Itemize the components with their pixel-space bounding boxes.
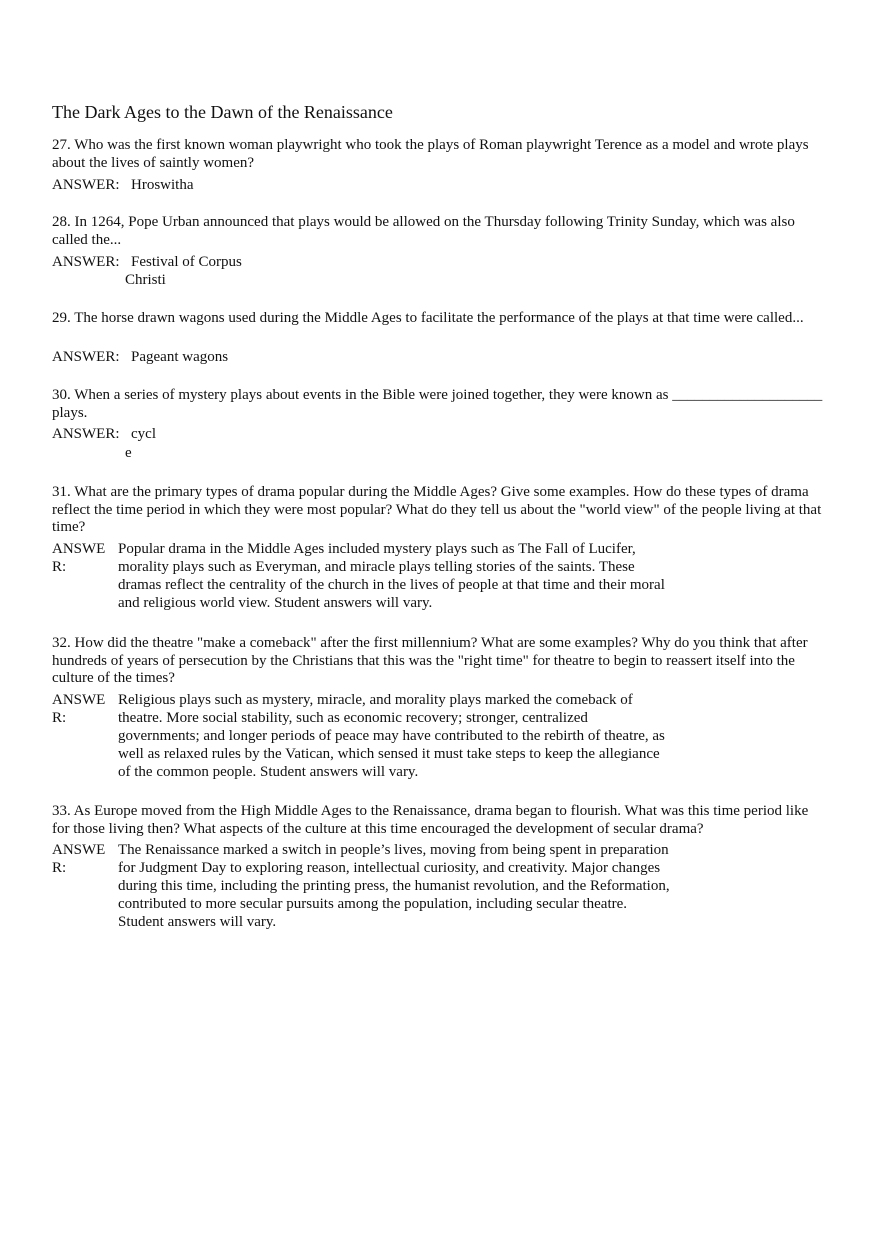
answer-text: Pageant wagons [131,349,229,365]
answer-text: The Renaissance marked a switch in people’s lives, moving from being spent in preparation for Judgment Day to exploring reason, intellectual curiosity, and creativity. Major changes during this time, including the printing press, the humanist revolution, and the Reformation, contributed to more secular pursuits among the population, including secular theatre. Student answers will vary. [118,842,670,930]
answer-text-line-2: e [125,445,132,461]
answer-text-line-2: Christi [125,272,166,288]
answer-text: Hroswitha [131,177,194,193]
question-28: 28. In 1264, Pope Urban announced that plays would be allowed on the Thursday following Trinity Sunday, which was also called the... [52,214,795,248]
section-title: The Dark Ages to the Dawn of the Renaissance [52,102,393,122]
answer-label: ANSWER: [52,541,106,575]
question-33: 33. As Europe moved from the High Middle Ages to the Renaissance, drama began to flourish. What was this time period like for those living then? What aspects of the culture at this time encouraged the development of secular drama? [52,803,809,837]
answer-label: ANSWER: [52,842,106,876]
question-27: 27. Who was the first known woman playwright who took the plays of Roman playwright Terence as a model and wrote plays about the lives of saintly women? [52,137,809,171]
answer-label: ANSWER: [52,426,120,442]
answer-text: Religious plays such as mystery, miracle, and morality plays marked the comeback of theatre. More social stability, such as economic recovery; stronger, centralized governments; and longer periods of peace may have contributed to the rebirth of theatre, as well as relaxed rules by the Vatican, which sensed it must take steps to keep the allegiance of the common people. Student answers will vary. [118,692,665,780]
answer-text-line-1: cycl [131,426,156,442]
question-32: 32. How did the theatre "make a comeback" after the first millennium? What are some examples? Why do you think that after hundreds of years of persecution by the Christians that this was the "right time" for theatre to begin to reassert itself into the culture of the times? [52,635,808,686]
answer-label: ANSWER: [52,254,120,270]
question-30: 30. When a series of mystery plays about events in the Bible were joined together, they were known as ____________________ plays. [52,387,823,421]
answer-label: ANSWER: [52,692,106,726]
answer-label: ANSWER: [52,177,120,193]
question-29: 29. The horse drawn wagons used during the Middle Ages to facilitate the performance of the plays at that time were called... [52,310,804,326]
answer-label: ANSWER: [52,349,120,365]
question-31: 31. What are the primary types of drama popular during the Middle Ages? Give some examples. How do these types of drama reflect the time period in which they were most popular? What do they tell us about the "world view" of the people living at that time? [52,484,822,535]
answer-text-line-1: Festival of Corpus [131,254,242,270]
answer-text: Popular drama in the Middle Ages included mystery plays such as The Fall of Lucifer, morality plays such as Everyman, and miracle plays telling stories of the saints. These dramas reflect the centrality of the church in the lives of people at that time and their moral and religious world view. Student answers will vary. [118,541,665,611]
